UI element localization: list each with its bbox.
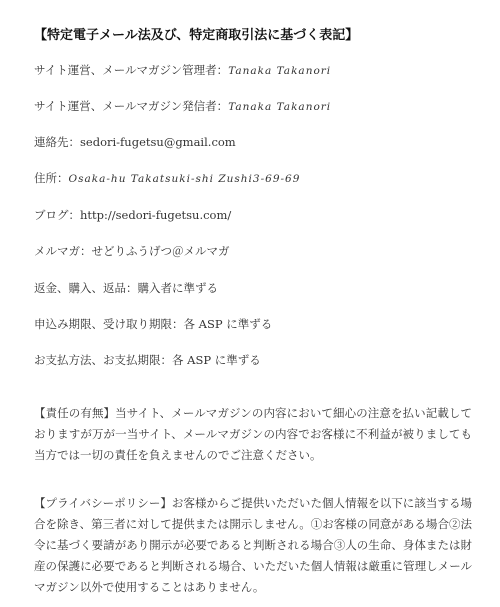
row-label: お支払方法、お支払期限： — [34, 353, 172, 367]
row-label: 連絡先： — [34, 135, 80, 149]
row-value: せどりふうげつ＠メルマガ — [91, 244, 230, 258]
row-mailmag-manager — [34, 62, 331, 78]
row-label: ブログ： — [34, 208, 80, 222]
row-mailmag — [34, 243, 230, 259]
row-value: 購入者に準ずる — [137, 281, 218, 295]
document-heading: 【特定電子メール法及び、特定商取引法に基づく表記】 — [34, 28, 359, 43]
row-label: メルマガ： — [34, 244, 92, 258]
row-refund — [34, 280, 218, 296]
row-label: 住所： — [34, 171, 69, 185]
row-mailmag-sender — [34, 98, 331, 114]
contact-email-link[interactable]: sedori-fugetsu@gmail.com — [80, 135, 236, 149]
privacy-policy-paragraph: 【プライバシーポリシー】お客様からご提供いただいた個人情報を以下に該当する場合を除き、第三者に対して提供または開示しません。①お客様の同意がある場合②法令に基づく要請があり開示が必要であると判断される場合③人の生命、身体または財産の保護に必要であると判断される場合、いただいた個人情報は厳重に管理しメールマガジン以外で使用することはありません。 — [34, 496, 472, 594]
row-contact — [34, 134, 236, 150]
disclaimer-paragraph: 【責任の有無】当サイト、メールマガジンの内容において細心の注意を払い記載しておりますが万が一当サイト、メールマガジンの内容でお客様に不利益が被りましても当方では一切の責任を負えませんのでご注意ください。 — [34, 406, 472, 462]
row-address — [34, 170, 300, 186]
row-value: 各 ASP に準ずる — [172, 353, 261, 367]
row-value: Tanaka Takanori — [228, 65, 332, 77]
row-value: Osaka-hu Takatsuki-shi Zushi3-69-69 — [68, 173, 301, 185]
row-deadline — [34, 316, 272, 332]
row-label: 申込み期限、受け取り期限： — [34, 317, 184, 331]
blog-url-link[interactable]: http://sedori-fugetsu.com/ — [80, 208, 232, 222]
row-value: 各 ASP に準ずる — [183, 317, 273, 331]
row-label: サイト運営、メールマガジン管理者： — [34, 63, 229, 77]
row-blog — [34, 207, 231, 223]
row-payment — [34, 352, 261, 368]
row-value: Tanaka Takanori — [228, 101, 332, 113]
row-label: 返金、購入、返品： — [34, 281, 138, 295]
row-label: サイト運営、メールマガジン発信者： — [34, 99, 229, 113]
